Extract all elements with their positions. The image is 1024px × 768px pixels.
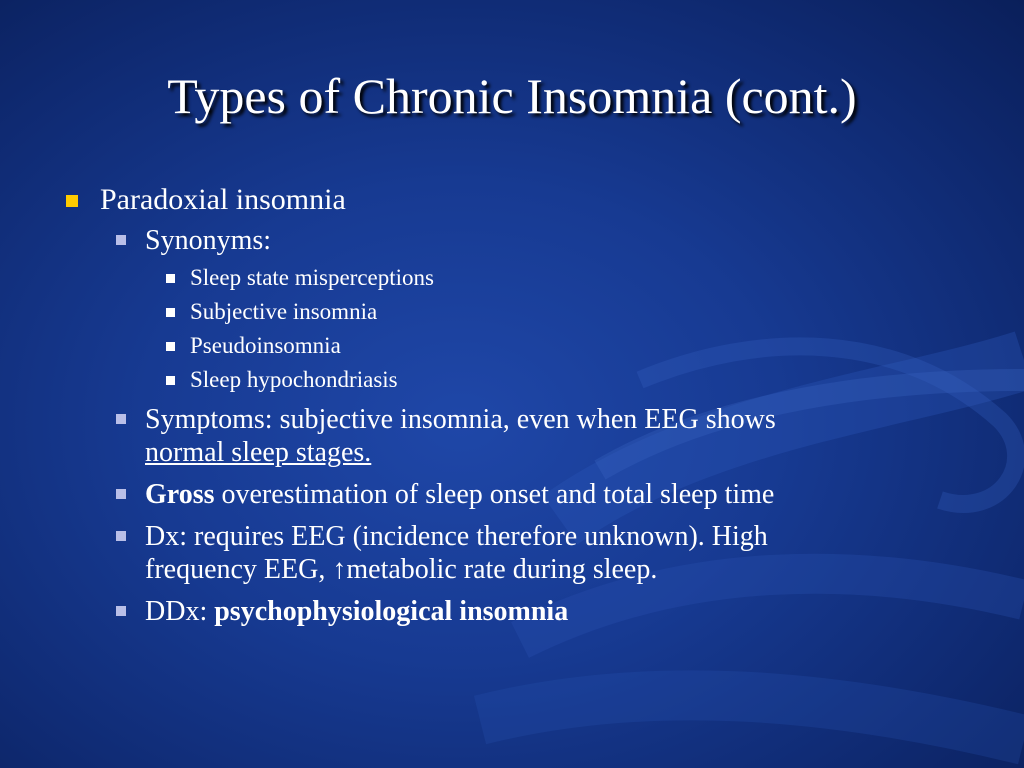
bullet-symptoms [116,403,960,469]
square-bullet-icon [116,235,126,245]
square-bullet-icon [116,489,126,499]
square-bullet-icon [116,531,126,541]
bullet-text: Sleep hypochondriasis [190,367,398,392]
square-bullet-icon [66,195,78,207]
bullet-text: Symptoms: subjective insomnia, even when EEG shows [145,404,776,435]
bullet-text: Subjective insomnia [190,299,378,324]
bullet-dx [116,520,960,586]
synonym-item [166,332,960,360]
slide-title: Types of Chronic Insomnia (cont.) [167,68,857,124]
square-bullet-icon [166,376,175,385]
bullet-text: Paradoxial insomnia [100,183,346,216]
bold-text: psychophysiological insomnia [214,596,569,627]
bullet-text: frequency EEG, ↑metabolic rate during sleep. [145,554,658,585]
bullet-paradoxial-insomnia [60,182,960,218]
bullet-text: Synonyms: [145,225,272,256]
bullet-text: overestimation of sleep onset and total sleep time [214,479,775,510]
synonym-item [166,264,960,292]
square-bullet-icon [116,414,126,424]
square-bullet-icon [166,308,175,317]
bullet-gross [116,478,960,511]
synonym-item [166,298,960,326]
bullet-text: Dx: requires EEG (incidence therefore unknown). High [145,521,768,552]
bold-text: Gross [145,479,215,510]
square-bullet-icon [166,342,175,351]
underlined-text: normal sleep stages. [145,437,372,468]
bullet-text: DDx: [145,596,215,627]
bullet-ddx [116,595,960,628]
bullet-synonyms [116,224,960,257]
square-bullet-icon [166,274,175,283]
synonym-item [166,366,960,394]
bullet-text: Pseudoinsomnia [190,333,341,358]
bullet-text: Sleep state misperceptions [190,265,434,290]
square-bullet-icon [116,606,126,616]
slide-content [60,182,960,628]
